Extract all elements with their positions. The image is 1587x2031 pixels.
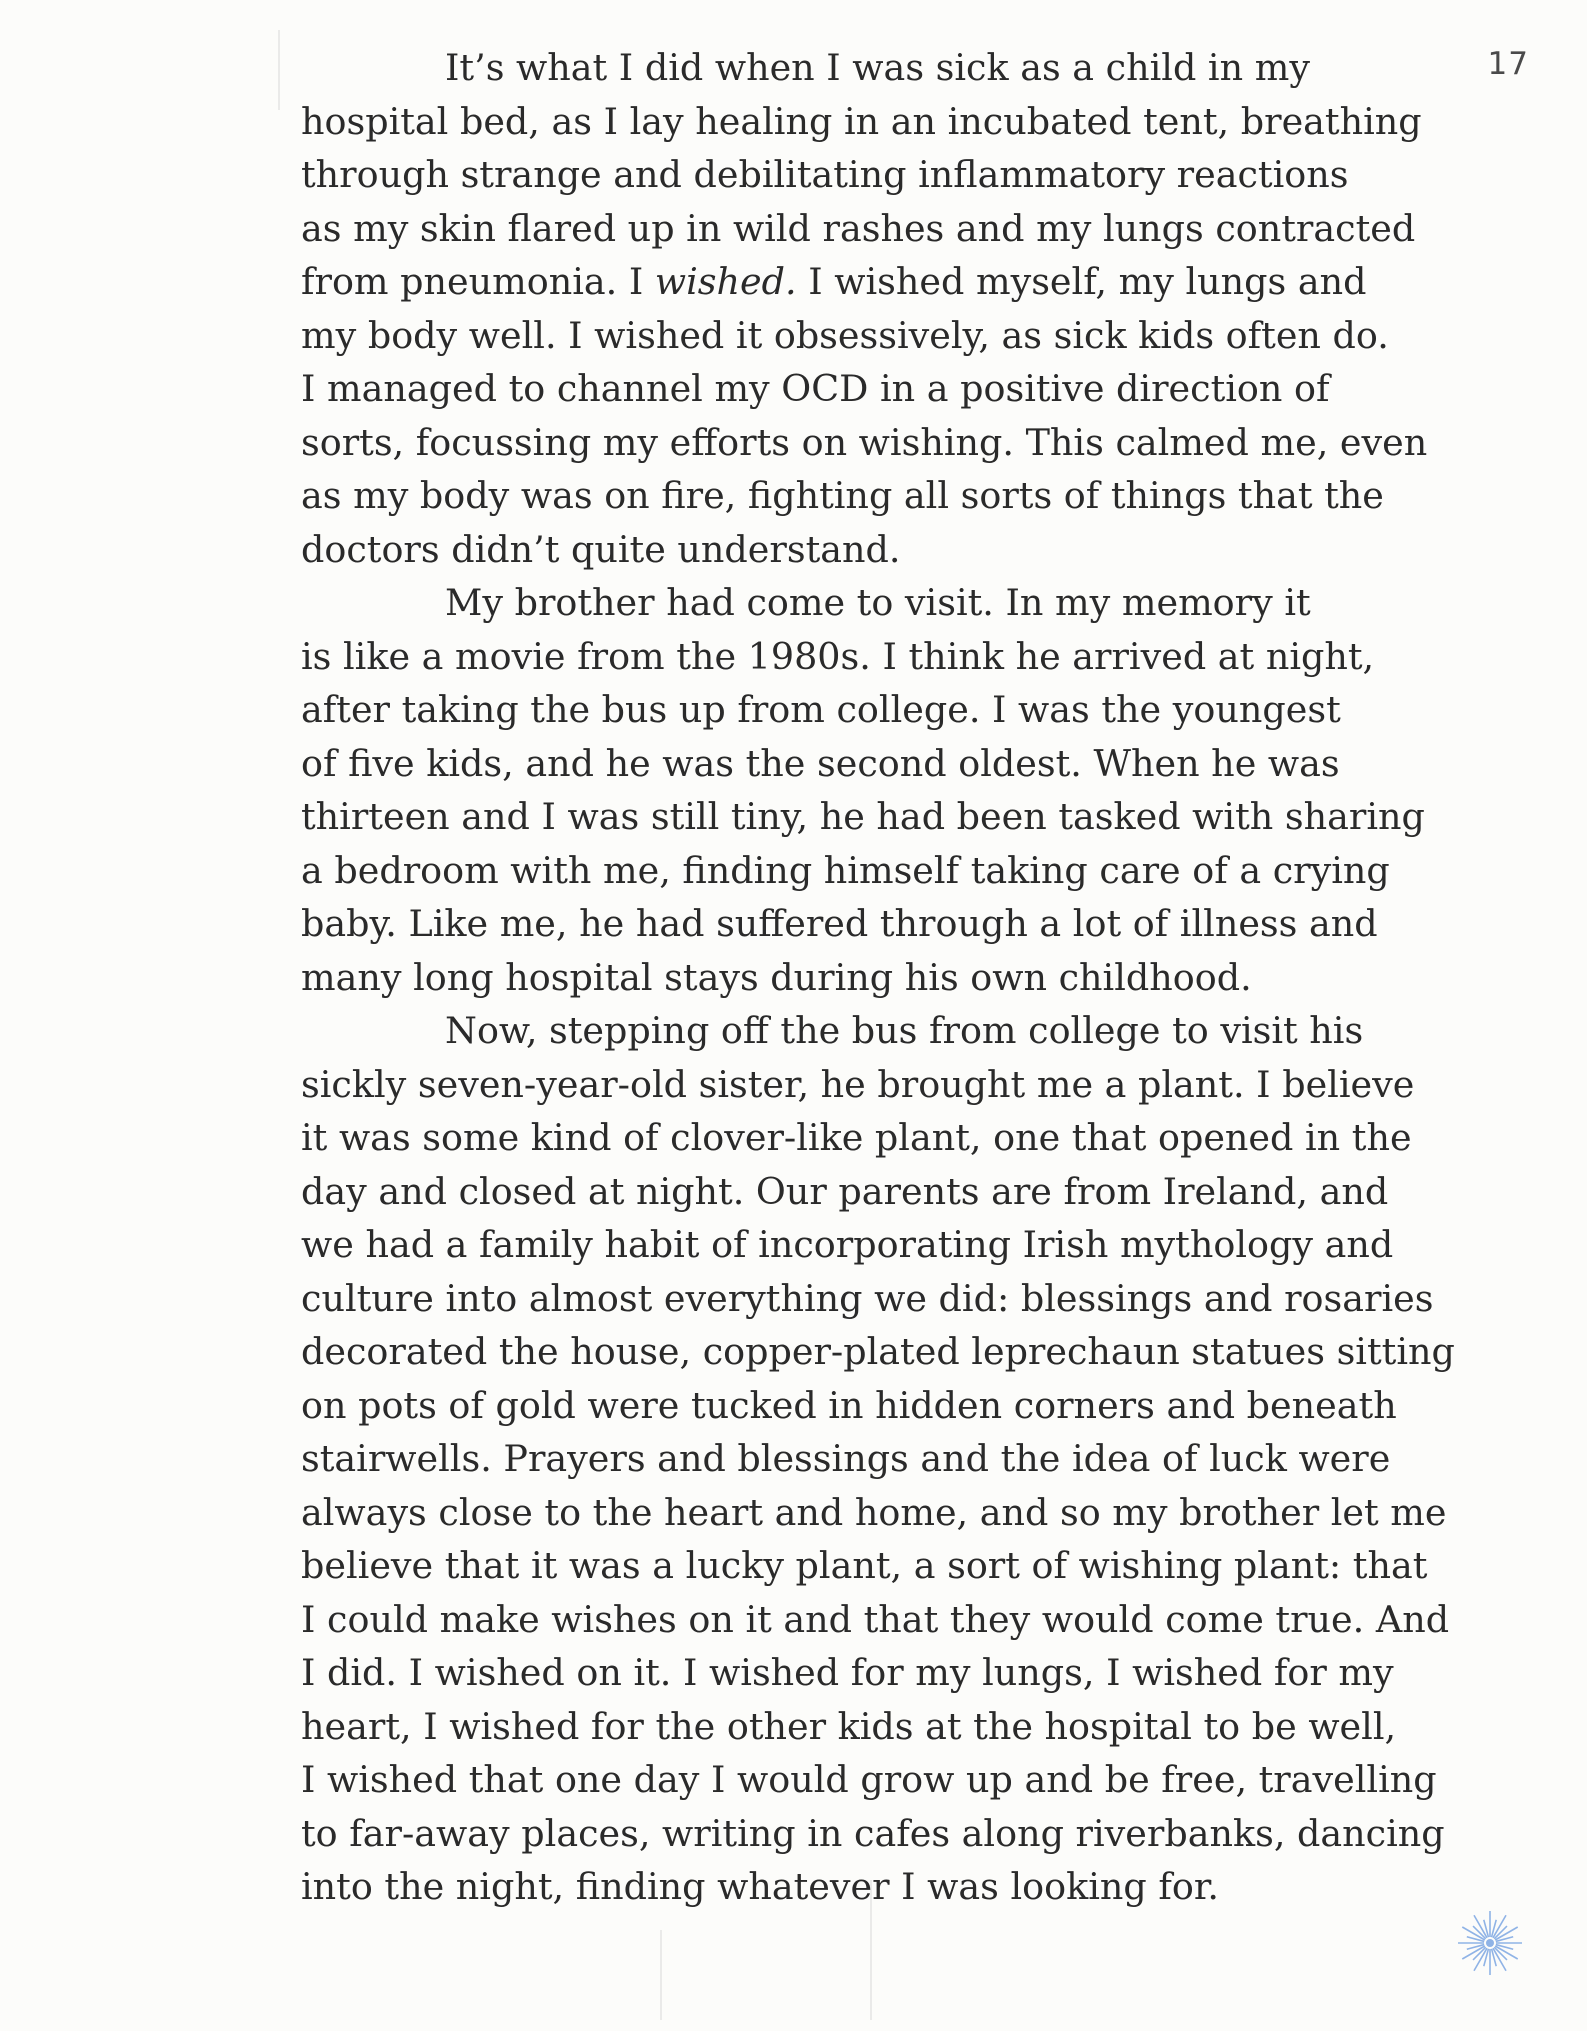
text-line: on pots of gold were tucked in hidden corners and beneath: [301, 1383, 1397, 1427]
paragraph: [301, 41, 1428, 576]
text-line: thirteen and I was still tiny, he had been tasked with sharing: [301, 795, 1425, 838]
text-line: through strange and debilitating inflammatory reactions: [301, 153, 1349, 196]
scan-artifact-line: [278, 30, 280, 110]
text-line: always close to the heart and home, and so my brother let me: [301, 1490, 1447, 1534]
text-line: I could make wishes on it and that they would come true. And: [301, 1597, 1450, 1641]
body-text: [301, 41, 1455, 1914]
starburst-center: [1486, 1939, 1494, 1947]
starburst-ornament-icon: [1455, 1908, 1525, 1978]
text-line: I wished that one day I would grow up and be free, travelling: [301, 1758, 1437, 1801]
page-number: 17: [1487, 46, 1529, 82]
text-line: we had a family habit of incorporating Irish mythology and: [301, 1223, 1394, 1266]
text-line: is like a movie from the 1980s. I think he arrived at night,: [301, 634, 1375, 678]
text-line: It’s what I did when I was sick as a child in my: [445, 46, 1310, 89]
text-line: stairwells. Prayers and blessings and the idea of luck were: [301, 1437, 1391, 1480]
text-line: into the night, finding whatever I was looking for.: [301, 1865, 1219, 1908]
text-line: from pneumonia. I wished. I wished myself, my lungs and: [301, 260, 1367, 303]
text-line: after taking the bus up from college. I was the youngest: [301, 688, 1341, 731]
text-line: of five kids, and he was the second oldest. When he was: [301, 741, 1340, 785]
text-line: a bedroom with me, finding himself taking care of a crying: [301, 848, 1390, 892]
text-line: decorated the house, copper-plated leprechaun statues sitting: [301, 1330, 1455, 1373]
paragraph: [301, 576, 1425, 1004]
text-line: sorts, focussing my efforts on wishing. This calmed me, even: [301, 420, 1428, 464]
text-line: to far-away places, writing in cafes along riverbanks, dancing: [301, 1811, 1445, 1855]
text-line: My brother had come to visit. In my memory it: [445, 581, 1311, 624]
text-line: sickly seven-year-old sister, he brought me a plant. I believe: [301, 1062, 1415, 1106]
text-line: as my body was on fire, fighting all sorts of things that the: [301, 474, 1384, 517]
text-line: believe that it was a lucky plant, a sort of wishing plant: that: [301, 1544, 1428, 1587]
text-line: hospital bed, as I lay healing in an incubated tent, breathing: [301, 99, 1422, 143]
text-line: many long hospital stays during his own childhood.: [301, 955, 1252, 999]
text-line: culture into almost everything we did: blessings and rosaries: [301, 1276, 1434, 1320]
text-line: I did. I wished on it. I wished for my lungs, I wished for my: [301, 1651, 1394, 1694]
paragraph: [301, 1004, 1455, 1914]
text-line: doctors didn’t quite understand.: [301, 527, 901, 571]
text-line: I managed to channel my OCD in a positive direction of: [301, 367, 1330, 410]
text-line: it was some kind of clover-like plant, one that opened in the: [301, 1116, 1412, 1159]
text-line: day and closed at night. Our parents are from Ireland, and: [301, 1169, 1389, 1213]
text-line: baby. Like me, he had suffered through a lot of illness and: [301, 902, 1378, 945]
text-line: my body well. I wished it obsessively, as sick kids often do.: [301, 313, 1389, 357]
text-line: heart, I wished for the other kids at the hospital to be well,: [301, 1704, 1397, 1748]
text-line: as my skin flared up in wild rashes and my lungs contracted: [301, 206, 1416, 250]
scan-artifact-line: [660, 1930, 662, 2020]
text-line: Now, stepping off the bus from college to visit his: [445, 1009, 1364, 1052]
